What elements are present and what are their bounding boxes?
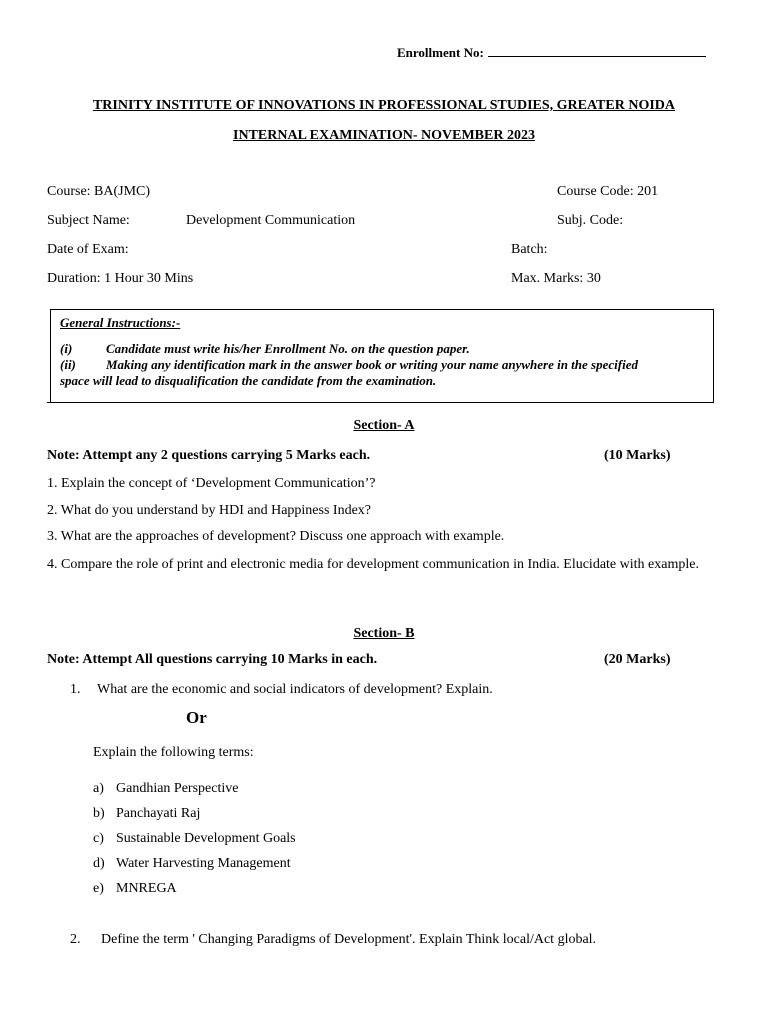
exam-title: INTERNAL EXAMINATION- NOVEMBER 2023 xyxy=(233,128,535,143)
section-b-note: Note: Attempt All questions carrying 10 Marks in each. xyxy=(47,652,378,667)
question-a-2: 2. What do you understand by HDI and Happiness Index? xyxy=(47,503,372,518)
question-a-3: 3. What are the approaches of development? Discuss one approach with example. xyxy=(47,529,505,544)
subject-name-label: Subject Name: xyxy=(47,213,130,228)
question-b-2-num: 2. xyxy=(70,932,81,947)
term-letter-c: c) xyxy=(93,831,104,846)
section-a-note: Note: Attempt any 2 questions carrying 5 Marks each. xyxy=(47,448,371,463)
instruction-num-2: (ii) xyxy=(60,357,76,372)
question-b-1-num: 1. xyxy=(70,682,81,697)
section-a-marks: (10 Marks) xyxy=(604,448,671,463)
term-a: Gandhian Perspective xyxy=(116,781,239,796)
max-marks: Max. Marks: 30 xyxy=(511,271,601,286)
date-of-exam: Date of Exam: xyxy=(47,242,129,257)
term-letter-e: e) xyxy=(93,881,104,896)
term-c: Sustainable Development Goals xyxy=(116,831,296,846)
instruction-num-1: (i) xyxy=(60,341,73,356)
term-e: MNREGA xyxy=(116,881,177,896)
instructions-title: General Instructions:- xyxy=(60,315,181,330)
duration-label: Duration: 1 Hour 30 Mins xyxy=(47,271,194,286)
section-b-title: Section- B xyxy=(353,626,415,641)
term-letter-d: d) xyxy=(93,856,105,871)
general-instructions-box xyxy=(50,309,714,403)
question-b-2: Define the term ' Changing Paradigms of Development'. Explain Think local/Act global. xyxy=(101,932,597,947)
enrollment-label: Enrollment No: xyxy=(397,44,706,61)
question-b-1: What are the economic and social indicators of development? Explain. xyxy=(97,682,493,697)
question-a-1: 1. Explain the concept of ‘Development Communication’? xyxy=(47,476,376,491)
enrollment-blank-line xyxy=(488,44,706,57)
course-label: Course: BA(JMC) xyxy=(47,184,151,199)
subject-name-value: Development Communication xyxy=(186,213,356,228)
term-d: Water Harvesting Management xyxy=(116,856,291,871)
instruction-text-2-cont: space will lead to disqualification the candidate from the examination. xyxy=(60,373,437,388)
or-label: Or xyxy=(186,708,207,727)
batch-label: Batch: xyxy=(511,242,548,257)
term-letter-b: b) xyxy=(93,806,105,821)
instruction-text-1: Candidate must write his/her Enrollment No. on the question paper. xyxy=(106,341,470,356)
section-b-marks: (20 Marks) xyxy=(604,652,671,667)
subj-code: Subj. Code: xyxy=(557,213,624,228)
course-code: Course Code: 201 xyxy=(557,184,659,199)
institute-title: TRINITY INSTITUTE OF INNOVATIONS IN PROFESSIONAL STUDIES, GREATER NOIDA xyxy=(92,98,676,113)
terms-intro: Explain the following terms: xyxy=(93,745,254,760)
underline-stub xyxy=(47,402,93,403)
question-a-4: 4. Compare the role of print and electronic media for development communication in India. Elucidate with example. xyxy=(47,557,699,572)
term-b: Panchayati Raj xyxy=(116,806,201,821)
term-letter-a: a) xyxy=(93,781,104,796)
section-a-title: Section- A xyxy=(353,418,415,433)
instruction-text-2: Making any identification mark in the answer book or writing your name anywhere in the specified xyxy=(106,357,638,372)
